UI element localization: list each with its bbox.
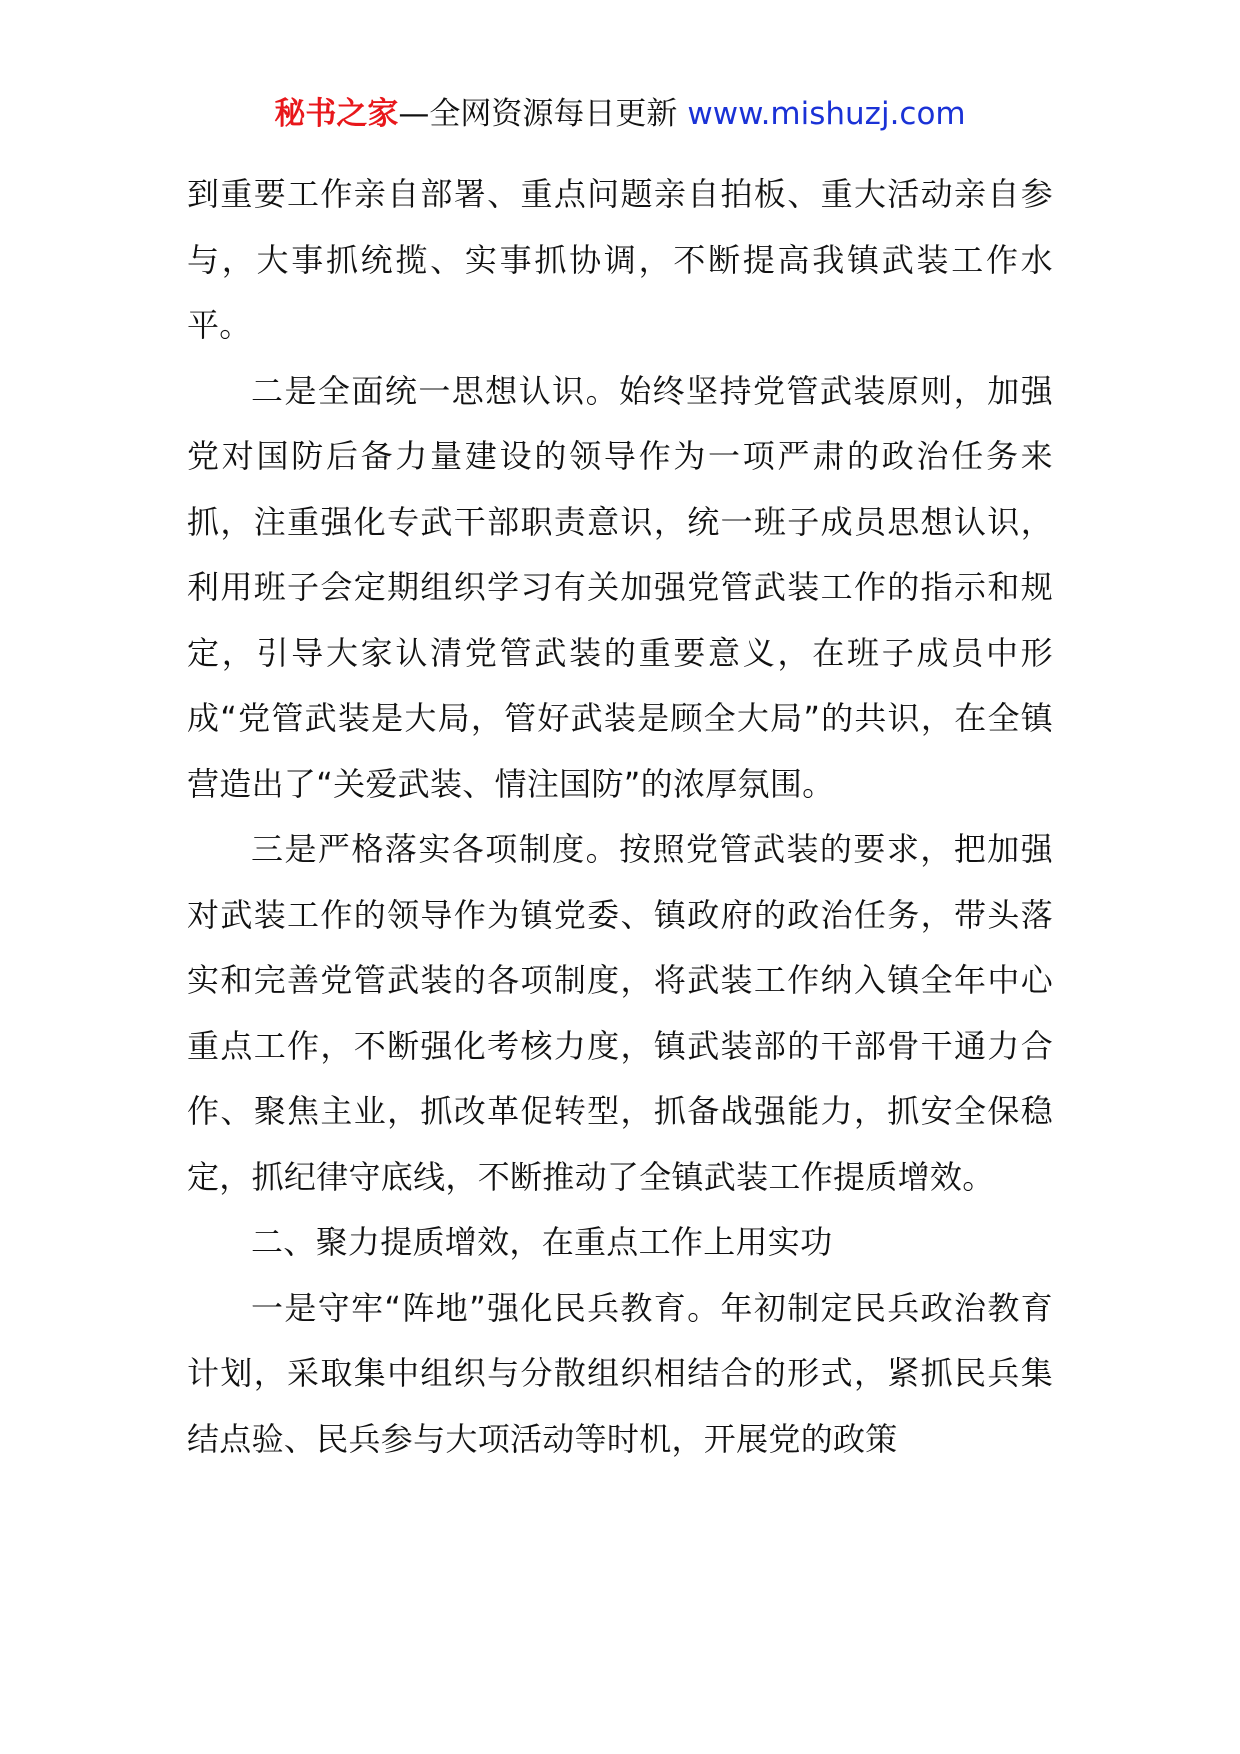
section-heading: 二、聚力提质增效，在重点工作上用实功 <box>251 1223 833 1261</box>
header-tagline: —全网资源每日更新 <box>398 96 678 132</box>
document-body <box>187 162 1053 1472</box>
page-header <box>0 94 1240 134</box>
paragraph-implement-systems: 三是严格落实各项制度。按照党管武装的要求，把加强对武装工作的领导作为镇党委、镇政府的政治任务，带头落实和完善党管武装的各项制度，将武装工作纳入镇全年中心重点工作，不断强化考核力度，镇武装部的干部骨干通力合作、聚焦主业，抓改革促转型，抓备战强能力，抓安全保稳定，抓纪律守底线，不断推动了全镇武装工作提质增效。 <box>187 830 1053 1196</box>
paragraph-unify-thinking: 二是全面统一思想认识。始终坚持党管武装原则，加强党对国防后备力量建设的领导作为一项严肃的政治任务来抓，注重强化专武干部职责意识，统一班子成员思想认识，利用班子会定期组织学习有关加强党管武装工作的指示和规定，引导大家认清党管武装的重要意义，在班子成员中形成“党管武装是大局，管好武装是顾全大局”的共识，在全镇营造出了“关爱武装、情注国防”的浓厚氛围。 <box>187 371 1053 803</box>
paragraph-militia-education: 一是守牢“阵地”强化民兵教育。年初制定民兵政治教育计划，采取集中组织与分散组织相结合的形式，紧抓民兵集结点验、民兵参与大项活动等时机，开展党的政策 <box>187 1288 1053 1458</box>
paragraph-continuation: 到重要工作亲自部署、重点问题亲自拍板、重大活动亲自参与，大事抓统揽、实事抓协调，不断提高我镇武装工作水平。 <box>187 175 1053 344</box>
brand-name: 秘书之家 <box>274 96 399 132</box>
site-url-link[interactable]: www.mishuzj.com <box>687 96 966 132</box>
